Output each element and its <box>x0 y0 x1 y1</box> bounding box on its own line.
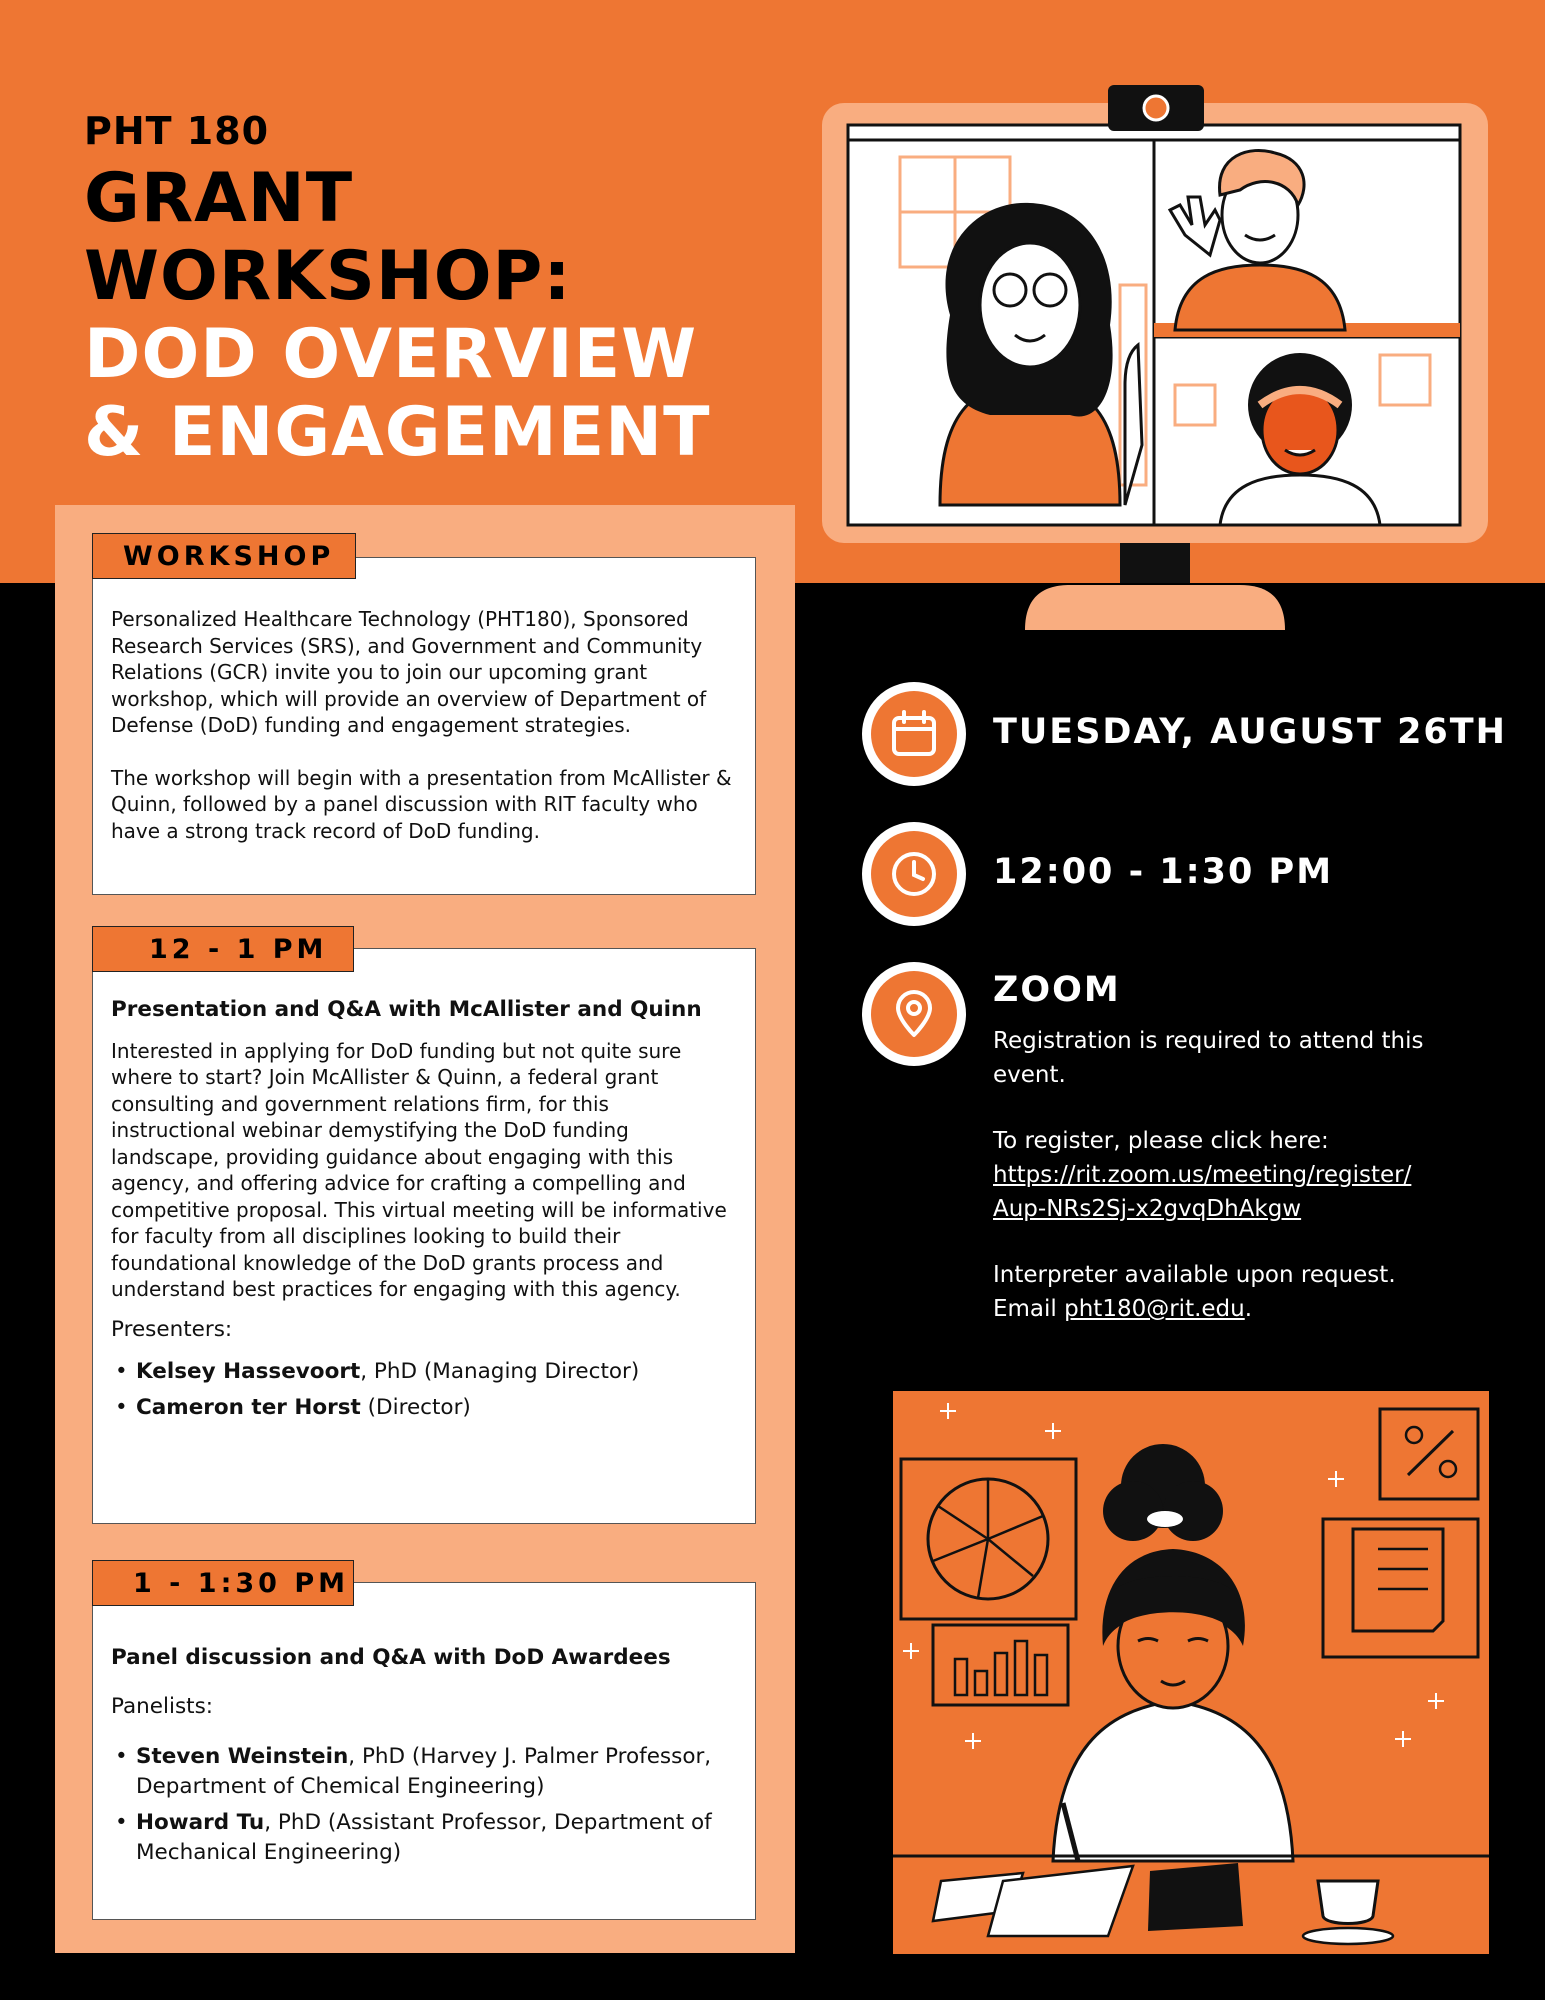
location-icon-circle <box>862 962 966 1066</box>
list-item <box>111 1357 737 1387</box>
title-line-dod-overview: DOD OVERVIEW <box>84 315 698 394</box>
panelist-detail: , PhD (Assistant Professor, Department of Mechanical Engineering) <box>136 1810 712 1865</box>
title-line-engagement: & ENGAGEMENT <box>84 393 711 472</box>
panelists-list <box>111 1742 737 1868</box>
register-prompt: To register, please click here: <box>993 1128 1329 1154</box>
panelist-name: Howard Tu <box>136 1810 265 1835</box>
email-link[interactable]: pht180@rit.edu <box>1064 1296 1245 1322</box>
calendar-icon <box>889 709 939 759</box>
date-icon-circle <box>862 682 966 786</box>
email-prefix: Email <box>993 1296 1065 1322</box>
registration-details <box>993 1024 1493 1326</box>
event-date: TUESDAY, AUGUST 26TH <box>993 712 1507 752</box>
register-link-line-1[interactable]: https://rit.zoom.us/meeting/register/ <box>993 1162 1412 1188</box>
presenter-detail: (Director) <box>360 1395 471 1420</box>
session-1-description: Interested in applying for DoD funding but not quite sure where to start? Join McAllister & Quinn, a federal grant consulting and government relations firm, for this instructional webinar demystifying the DoD funding landscape, providing guidance about engaging with this agency, and offering advice for crafting a compelling and competitive proposal. This virtual meeting will be informative for faculty from all disciplines looking to build their foundational knowledge of the DoD grants process and understand best practices for engaging with this agency. <box>111 1038 727 1301</box>
email-suffix: . <box>1244 1296 1253 1322</box>
list-item <box>111 1393 737 1423</box>
presenters-list <box>111 1357 737 1423</box>
presenter-detail: , PhD (Managing Director) <box>360 1359 640 1384</box>
title-line-workshop: WORKSHOP: <box>84 237 572 316</box>
presenters-label: Presenters: <box>111 1316 233 1342</box>
event-time: 12:00 - 1:30 PM <box>993 852 1334 892</box>
page-title <box>84 109 711 472</box>
session-1-card <box>92 948 756 1524</box>
list-item <box>111 1808 737 1868</box>
session-2-time-tag: 1 - 1:30 PM <box>92 1560 354 1606</box>
panelist-detail: , PhD (Harvey J. Palmer Professor, Department of Chemical Engineering) <box>136 1744 712 1799</box>
session-2-card <box>92 1582 756 1920</box>
time-icon-circle <box>862 822 966 926</box>
panelists-label: Panelists: <box>111 1693 214 1719</box>
workshop-format-paragraph: The workshop will begin with a presentation from McAllister & Quinn, followed by a panel discussion with RIT faculty who have a strong track record of DoD funding. <box>111 765 732 843</box>
woman-working-illustration <box>893 1391 1489 1954</box>
register-link[interactable] <box>993 1158 1493 1226</box>
session-2-heading: Panel discussion and Q&A with DoD Awardees <box>111 1645 671 1670</box>
video-call-illustration <box>820 85 1490 640</box>
title-line-course: PHT 180 <box>84 109 270 153</box>
event-location: ZOOM <box>993 970 1121 1010</box>
title-line-grant: GRANT <box>84 159 354 238</box>
workshop-tag: WORKSHOP <box>92 533 356 579</box>
panelist-name: Steven Weinstein <box>136 1744 349 1769</box>
location-pin-icon <box>889 989 939 1039</box>
interpreter-note: Interpreter available upon request. <box>993 1262 1396 1288</box>
register-link-line-2[interactable]: Aup-NRs2Sj-x2gvqDhAkgw <box>993 1196 1302 1222</box>
workshop-intro-paragraph: Personalized Healthcare Technology (PHT180), Sponsored Research Services (SRS), and Government and Community Relations (GCR) invite you to join our upcoming grant workshop, which will provide an overview of Department of Defense (DoD) funding and engagement strategies. <box>111 607 707 737</box>
workshop-card <box>92 557 756 895</box>
list-item <box>111 1742 737 1802</box>
email-line <box>993 1292 1493 1326</box>
clock-icon <box>889 849 939 899</box>
presenter-name: Cameron ter Horst <box>136 1395 361 1420</box>
presenter-name: Kelsey Hassevoort <box>136 1359 361 1384</box>
session-1-time-tag: 12 - 1 PM <box>92 926 354 972</box>
session-1-heading: Presentation and Q&A with McAllister and Quinn <box>111 997 702 1022</box>
registration-note: Registration is required to attend this event. <box>993 1028 1424 1088</box>
